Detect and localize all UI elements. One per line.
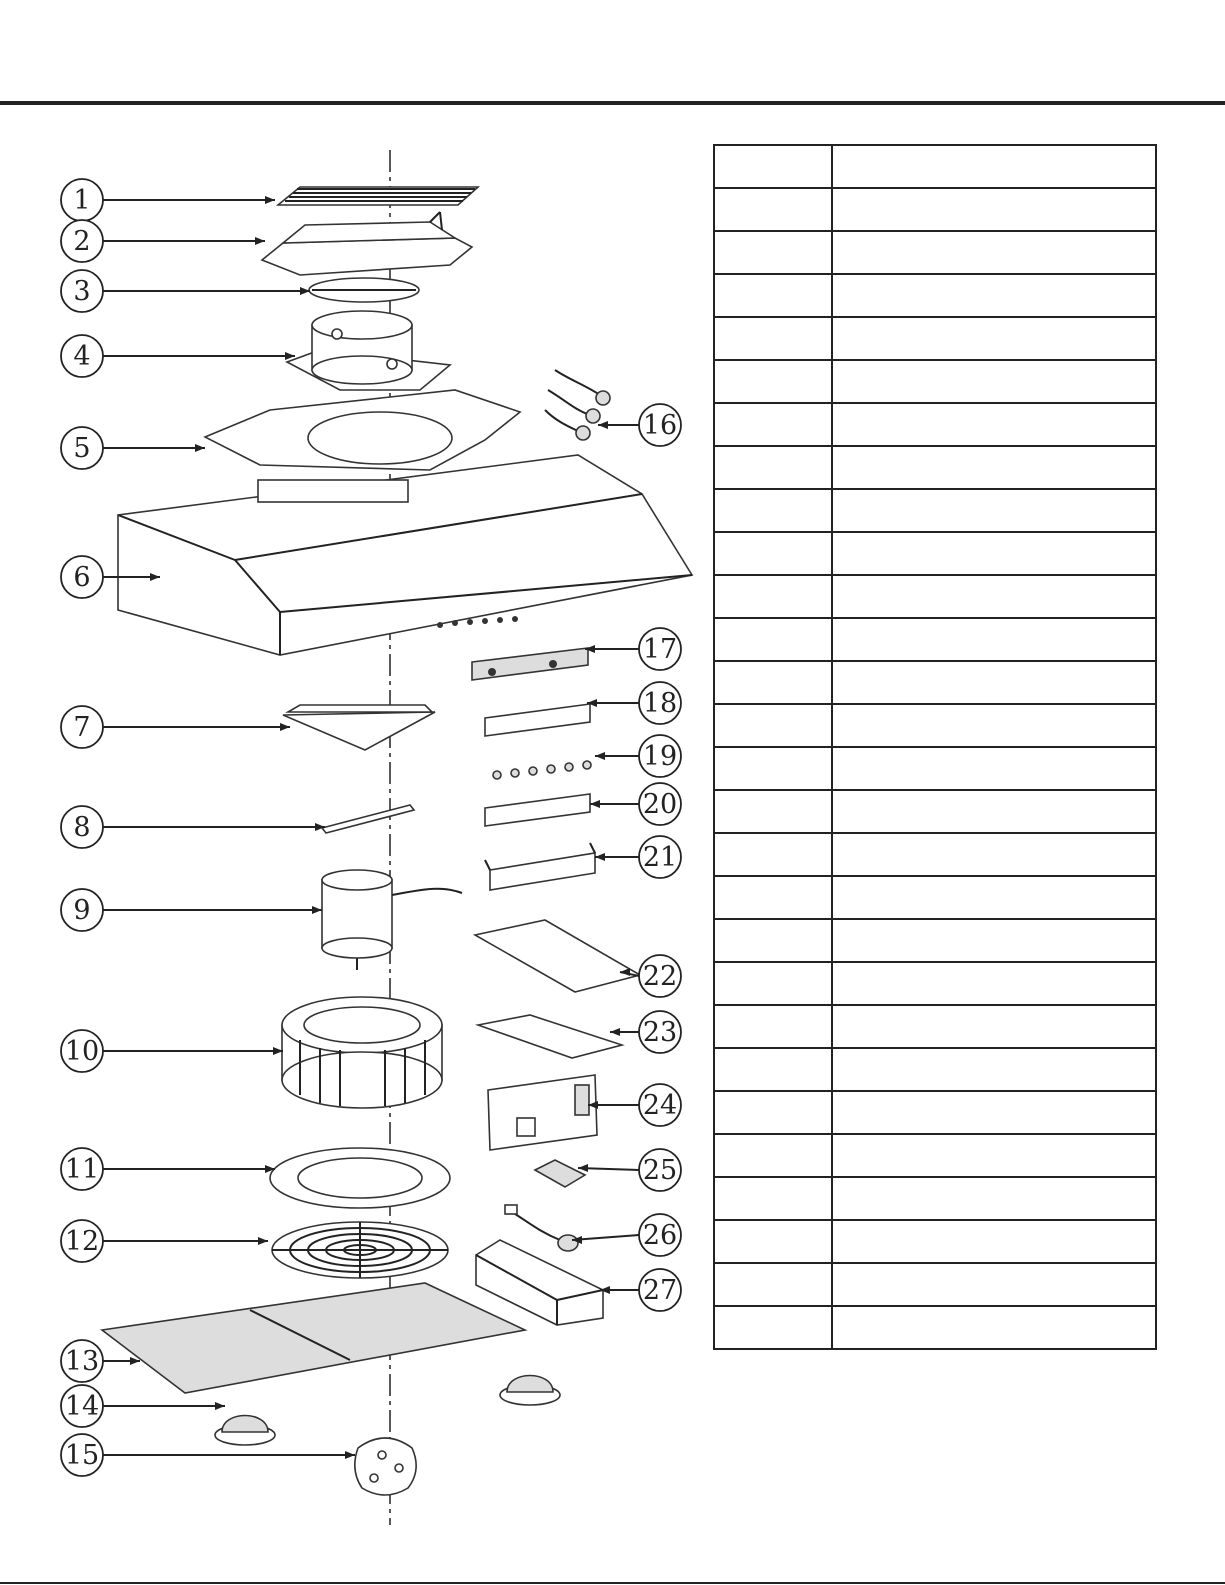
callout-16 (598, 404, 681, 446)
callout-number: 26 (642, 1220, 678, 1251)
table-row (714, 403, 1156, 446)
table-cell-description (832, 747, 1156, 790)
callout-number: 27 (642, 1275, 678, 1306)
callout-number: 10 (64, 1036, 100, 1067)
table-cell-number (714, 618, 832, 661)
table-row (714, 704, 1156, 747)
table-row (714, 1306, 1156, 1349)
leader-arrowhead (215, 1402, 225, 1410)
table-cell-number (714, 661, 832, 704)
callout-number: 3 (73, 276, 91, 307)
parts-table-body (714, 145, 1156, 1349)
callout-9 (61, 889, 322, 931)
part-control-bracket (485, 843, 595, 890)
table-cell-number (714, 747, 832, 790)
table-cell-description (832, 532, 1156, 575)
part-insulation-sheet (478, 1015, 622, 1058)
leader-arrowhead (590, 800, 600, 808)
table-row (714, 446, 1156, 489)
table-cell-number (714, 188, 832, 231)
callout-3 (61, 270, 310, 312)
table-row (714, 747, 1156, 790)
leader-arrowhead (255, 237, 265, 245)
table-cell-number (714, 403, 832, 446)
callout-27 (600, 1269, 681, 1311)
table-cell-description (832, 919, 1156, 962)
callout-14 (61, 1385, 225, 1427)
table-cell-number (714, 145, 832, 188)
callout-number: 15 (64, 1440, 100, 1471)
table-cell-description (832, 403, 1156, 446)
callout-number: 25 (642, 1155, 678, 1186)
table-cell-description (832, 1263, 1156, 1306)
table-cell-number (714, 1134, 832, 1177)
table-row (714, 618, 1156, 661)
table-row (714, 532, 1156, 575)
leader-arrowhead (610, 1028, 620, 1036)
part-capacitor (505, 1205, 578, 1251)
leader-arrowhead (595, 853, 605, 861)
table-cell-description (832, 274, 1156, 317)
part-grille-panel (278, 187, 478, 205)
table-cell-number (714, 231, 832, 274)
part-duct-collar (287, 311, 450, 390)
callout-number: 2 (73, 226, 91, 257)
leader-arrowhead (345, 1451, 355, 1459)
callout-number: 9 (73, 895, 91, 926)
part-control-panel-cover (472, 648, 588, 680)
table-cell-number (714, 1005, 832, 1048)
callout-number: 20 (642, 789, 678, 820)
table-cell-number (714, 1220, 832, 1263)
callout-number: 16 (642, 410, 678, 441)
table-cell-number (714, 1306, 832, 1349)
table-row (714, 833, 1156, 876)
table-cell-description (832, 489, 1156, 532)
table-cell-number (714, 532, 832, 575)
part-switch-board (485, 704, 590, 736)
callout-17 (585, 628, 681, 670)
table-cell-description (832, 575, 1156, 618)
table-cell-number (714, 446, 832, 489)
table-cell-number (714, 704, 832, 747)
table-cell-number (714, 876, 832, 919)
callout-number: 12 (64, 1226, 100, 1257)
leader-arrowhead (265, 196, 275, 204)
callout-number: 21 (642, 842, 678, 873)
callout-number: 22 (642, 961, 678, 992)
callout-1 (61, 179, 275, 221)
table-cell-number (714, 360, 832, 403)
table-cell-description (832, 446, 1156, 489)
table-row (714, 1091, 1156, 1134)
table-cell-description (832, 833, 1156, 876)
table-cell-description (832, 231, 1156, 274)
table-row (714, 145, 1156, 188)
table-cell-description (832, 1134, 1156, 1177)
part-buttons (493, 761, 591, 779)
table-cell-description (832, 618, 1156, 661)
part-mounting-plate (475, 920, 640, 992)
table-row (714, 962, 1156, 1005)
part-motor (322, 870, 462, 970)
leader-line (572, 1235, 639, 1240)
leader-arrowhead (258, 1237, 268, 1245)
callout-26 (572, 1214, 681, 1256)
table-cell-description (832, 1177, 1156, 1220)
table-row (714, 1263, 1156, 1306)
callout-number: 17 (642, 634, 678, 665)
parts-table (713, 144, 1157, 1350)
part-top-plate (205, 390, 520, 470)
table-cell-description (832, 145, 1156, 188)
callout-number: 14 (64, 1391, 100, 1422)
callout-number: 13 (64, 1346, 100, 1377)
table-cell-description (832, 962, 1156, 1005)
table-cell-description (832, 661, 1156, 704)
table-row (714, 360, 1156, 403)
leader-arrowhead (195, 444, 205, 452)
table-row (714, 1177, 1156, 1220)
callout-15 (61, 1434, 355, 1476)
table-row (714, 1220, 1156, 1263)
callout-number: 24 (642, 1090, 678, 1121)
part-terminal-block (535, 1160, 585, 1187)
leader-arrowhead (312, 906, 322, 914)
part-damper-flap (309, 278, 419, 302)
table-row (714, 1134, 1156, 1177)
part-16-wire-connectors (545, 370, 610, 440)
callout-number: 11 (64, 1154, 100, 1185)
table-cell-description (832, 704, 1156, 747)
table-cell-description (832, 1220, 1156, 1263)
table-row (714, 231, 1156, 274)
table-cell-description (832, 876, 1156, 919)
table-cell-number (714, 317, 832, 360)
leader-arrowhead (300, 287, 310, 295)
callout-18 (587, 682, 681, 724)
part-hood-body (118, 455, 692, 655)
callout-5 (61, 427, 205, 469)
table-cell-number (714, 962, 832, 1005)
callout-number: 5 (73, 433, 91, 464)
callout-number: 7 (73, 712, 91, 743)
part-electrical-box (476, 1240, 603, 1325)
callout-number: 19 (642, 741, 678, 772)
table-cell-number (714, 1263, 832, 1306)
table-row (714, 575, 1156, 618)
table-cell-description (832, 188, 1156, 231)
part-screw-bag (355, 1438, 416, 1495)
part-damper-housing (262, 212, 472, 275)
table-cell-number (714, 790, 832, 833)
table-cell-description (832, 317, 1156, 360)
table-cell-description (832, 360, 1156, 403)
callout-19 (595, 735, 681, 777)
table-row (714, 919, 1156, 962)
table-cell-description (832, 1005, 1156, 1048)
callout-8 (61, 806, 325, 848)
callout-23 (610, 1011, 681, 1053)
table-cell-description (832, 1048, 1156, 1091)
table-cell-number (714, 1177, 832, 1220)
callout-12 (61, 1220, 268, 1262)
callout-2 (61, 220, 265, 262)
callout-7 (61, 706, 290, 748)
table-row (714, 317, 1156, 360)
leader-arrowhead (578, 1164, 588, 1172)
callout-number: 8 (73, 812, 91, 843)
table-row (714, 274, 1156, 317)
callout-number: 4 (73, 341, 91, 372)
table-cell-description (832, 1091, 1156, 1134)
part-light-lens (215, 1376, 560, 1446)
callout-24 (588, 1084, 681, 1126)
part-filter (102, 1283, 525, 1393)
table-cell-number (714, 919, 832, 962)
table-cell-number (714, 833, 832, 876)
callout-20 (590, 783, 681, 825)
part-button-holder (485, 794, 590, 826)
callout-21 (595, 836, 681, 878)
table-row (714, 790, 1156, 833)
table-row (714, 188, 1156, 231)
part-bracket-strap (322, 805, 414, 833)
table-cell-number (714, 489, 832, 532)
callout-number: 1 (73, 185, 91, 216)
part-blower-wheel (282, 997, 442, 1108)
part-inlet-ring (270, 1148, 450, 1208)
table-cell-number (714, 274, 832, 317)
callout-number: 6 (73, 562, 91, 593)
callout-number: 18 (642, 688, 678, 719)
part-motor-bracket (283, 705, 435, 750)
leader-arrowhead (595, 752, 605, 760)
table-row (714, 489, 1156, 532)
table-row (714, 876, 1156, 919)
callout-4 (61, 335, 295, 377)
leader-arrowhead (598, 421, 608, 429)
callout-number: 23 (642, 1017, 678, 1048)
callout-11 (61, 1148, 275, 1190)
callout-25 (578, 1149, 681, 1191)
table-row (714, 1005, 1156, 1048)
table-row (714, 661, 1156, 704)
table-cell-number (714, 575, 832, 618)
table-cell-number (714, 1048, 832, 1091)
part-fan-guard (272, 1222, 448, 1278)
leader-arrowhead (280, 723, 290, 731)
callout-10 (61, 1030, 283, 1072)
table-cell-description (832, 1306, 1156, 1349)
table-cell-number (714, 1091, 832, 1134)
part-pcb (488, 1075, 597, 1150)
table-cell-description (832, 790, 1156, 833)
table-row (714, 1048, 1156, 1091)
